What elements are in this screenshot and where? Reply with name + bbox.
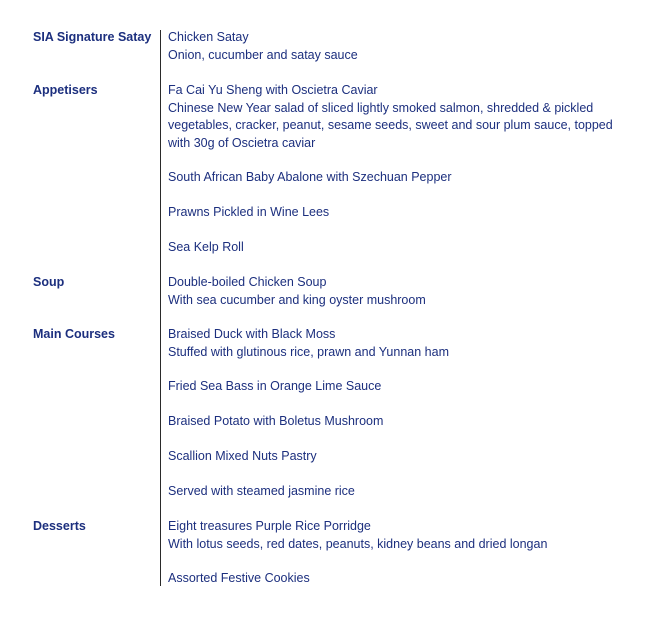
- item-name: Sea Kelp Roll: [168, 240, 244, 254]
- menu-item: [168, 570, 618, 588]
- item-name: Fa Cai Yu Sheng with Oscietra Caviar: [168, 83, 378, 97]
- item-description: With sea cucumber and king oyster mushroom: [168, 292, 426, 307]
- menu-item: [168, 483, 618, 501]
- item-name: Scallion Mixed Nuts Pastry: [168, 449, 317, 463]
- item-name: South African Baby Abalone with Szechuan Pepper: [168, 170, 452, 184]
- section-title-main-courses: Main Courses: [33, 327, 115, 341]
- item-name: Braised Potato with Boletus Mushroom: [168, 414, 384, 428]
- section-title-soup: Soup: [33, 275, 65, 289]
- menu-item: [168, 326, 618, 361]
- menu-item: [168, 204, 618, 222]
- item-name: Braised Duck with Black Moss: [168, 327, 336, 341]
- item-description: With lotus seeds, red dates, peanuts, kidney beans and dried longan: [168, 536, 548, 551]
- item-name: Double-boiled Chicken Soup: [168, 275, 327, 289]
- menu-item: [168, 274, 618, 309]
- item-description: Onion, cucumber and satay sauce: [168, 47, 358, 62]
- section-title-satay: SIA Signature Satay: [33, 30, 152, 44]
- section-title-desserts: Desserts: [33, 519, 86, 533]
- menu-item: [168, 239, 618, 257]
- item-name: Assorted Festive Cookies: [168, 571, 310, 585]
- section-title-appetisers: Appetisers: [33, 83, 98, 97]
- menu-item: [168, 29, 618, 64]
- item-name: Served with steamed jasmine rice: [168, 484, 355, 498]
- item-description: Stuffed with glutinous rice, prawn and Yunnan ham: [168, 344, 449, 359]
- item-name: Chicken Satay: [168, 30, 249, 44]
- item-name: Eight treasures Purple Rice Porridge: [168, 519, 371, 533]
- menu-item: [168, 448, 618, 466]
- menu-item: [168, 518, 618, 553]
- item-name: Fried Sea Bass in Orange Lime Sauce: [168, 379, 382, 393]
- item-description: Chinese New Year salad of sliced lightly smoked salmon, shredded & pickled vegetables, cracker, peanut, sesame seeds, sweet and sour plum sauce, topped with 30g of Oscietra caviar: [168, 100, 613, 150]
- menu-item: [168, 413, 618, 431]
- column-divider: [160, 30, 161, 586]
- item-name: Prawns Pickled in Wine Lees: [168, 205, 330, 219]
- menu-item: [168, 82, 618, 152]
- menu-item: [168, 378, 618, 396]
- menu-item: [168, 169, 618, 187]
